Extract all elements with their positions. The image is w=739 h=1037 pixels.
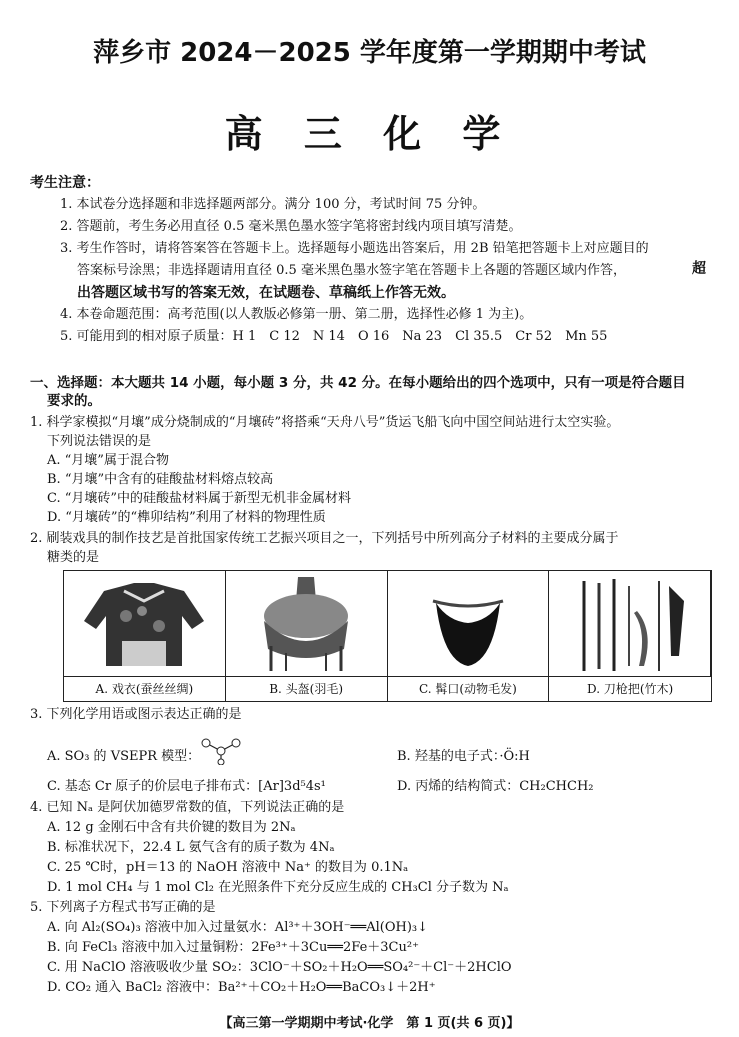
notice-item: 4. 本卷命题范围：高考范围(以人教版必修第一册、第二册，选择性必修 1 为主)。 xyxy=(60,307,533,322)
notice-item: 3. 考生作答时，请将答案答在答题卡上。选择题每小题选出答案后，用 2B 铅笔把答题卡上对应题目的 xyxy=(60,241,649,256)
page-footer: 【高三第一学期期中考试·化学 第 1 页(共 6 页)】 xyxy=(219,1016,520,1031)
vsepr-model-icon xyxy=(200,735,242,765)
question-4-stem: 4. 已知 Nₐ 是阿伏加德罗常数的值，下列说法正确的是 xyxy=(30,800,345,815)
question-3-option-b: B. 羟基的电子式：·Ö:H xyxy=(397,749,530,764)
notice-item: 2. 答题前，考生务必用直径 0.5 毫米黑色墨水签字笔将密封线内项目填写清楚。 xyxy=(60,219,522,234)
question-3-option-c: C. 基态 Cr 原子的价层电子排布式：[Ar]3d⁵4s¹ xyxy=(47,779,326,794)
section-heading-cont: 要求的。 xyxy=(47,393,101,409)
option-b-caption: B. 头盔(羽毛) xyxy=(226,676,388,701)
question-1-option-c: C. “月壤砖”中的硅酸盐材料属于新型无机非金属材料 xyxy=(47,491,352,506)
question-5-option-c: C. 用 NaClO 溶液吸收少量 SO₂：3ClO⁻＋SO₂＋H₂O══SO₄²⁻＋Cl⁻＋2HClO xyxy=(47,960,512,975)
exam-title: 萍乡市 2024－2025 学年度第一学期期中考试 xyxy=(93,38,646,68)
question-1-stem-cont: 下列说法错误的是 xyxy=(47,434,152,449)
question-5-stem: 5. 下列离子方程式书写正确的是 xyxy=(30,900,216,915)
question-2-stem-cont: 糖类的是 xyxy=(47,550,100,565)
costume-robe-image xyxy=(64,571,226,676)
question-5-option-d: D. CO₂ 通入 BaCl₂ 溶液中：Ba²⁺＋CO₂＋H₂O══BaCO₃↓＋2H⁺ xyxy=(47,980,436,995)
question-1-option-d: D. “月壤砖”的“榫卯结构”利用了材料的物理性质 xyxy=(47,510,326,525)
question-4-option-b: B. 标准状况下，22.4 L 氨气含有的质子数为 4Nₐ xyxy=(47,840,335,855)
weapons-image xyxy=(549,571,711,676)
notice-emphasis-line: 出答题区域书写的答案无效，在试题卷、草稿纸上作答无效。 xyxy=(77,285,455,301)
question-3-stem: 3. 下列化学用语或图示表达正确的是 xyxy=(30,707,242,722)
notice-header: 考生注意： xyxy=(30,175,100,191)
beard-image xyxy=(388,571,550,676)
option-a-caption: A. 戏衣(蚕丝丝绸) xyxy=(64,676,226,701)
question-3-option-d: D. 丙烯的结构简式：CH₂CHCH₂ xyxy=(397,779,594,794)
notice-emphasis: 超 xyxy=(692,261,706,277)
notice-item: 1. 本试卷分选择题和非选择题两部分。满分 100 分，考试时间 75 分钟。 xyxy=(60,197,486,212)
question-1-option-b: B. “月壤”中含有的硅酸盐材料熔点较高 xyxy=(47,472,274,487)
notice-item: 答案标号涂黑；非选择题请用直径 0.5 毫米黑色墨水签字笔在答题卡上各题的答题区域内作答， xyxy=(77,263,626,278)
helmet-image xyxy=(226,571,388,676)
section-heading: 一、选择题：本大题共 14 小题，每小题 3 分，共 42 分。在每小题给出的四个选项中，只有一项是符合题目 xyxy=(30,375,686,391)
question-4-option-a: A. 12 g 金刚石中含有共价键的数目为 2Nₐ xyxy=(47,820,296,835)
question-1-option-a: A. “月壤”属于混合物 xyxy=(47,453,169,468)
question-2-image-table xyxy=(63,570,712,702)
option-c-caption: C. 髯口(动物毛发) xyxy=(388,676,550,701)
notice-item: 5. 可能用到的相对原子质量：H 1 C 12 N 14 O 16 Na 23 Cl 35.5 Cr 52 Mn 55 xyxy=(60,329,608,344)
question-1-stem: 1. 科学家模拟“月壤”成分烧制成的“月壤砖”将搭乘“天舟八号”货运飞船飞向中国空间站进行太空实验。 xyxy=(30,415,620,430)
question-4-option-c: C. 25 ℃时，pH＝13 的 NaOH 溶液中 Na⁺ 的数目为 0.1Nₐ xyxy=(47,860,409,875)
question-3-option-a: A. SO₃ 的 VSEPR 模型： xyxy=(47,749,201,764)
question-5-option-a: A. 向 Al₂(SO₄)₃ 溶液中加入过量氨水：Al³⁺＋3OH⁻══Al(OH)₃↓ xyxy=(47,920,428,935)
question-4-option-d: D. 1 mol CH₄ 与 1 mol Cl₂ 在光照条件下充分反应生成的 CH₃Cl 分子数为 Nₐ xyxy=(47,880,509,895)
option-d-caption: D. 刀枪把(竹木) xyxy=(549,676,711,701)
question-5-option-b: B. 向 FeCl₃ 溶液中加入过量铜粉：2Fe³⁺＋3Cu══2Fe＋3Cu²⁺ xyxy=(47,940,419,955)
question-2-stem: 2. 刷装戏具的制作技艺是首批国家传统工艺振兴项目之一，下列括号中所列高分子材料的主要成分属于 xyxy=(30,531,619,546)
subject-title: 高 三 化 学 xyxy=(224,112,515,156)
